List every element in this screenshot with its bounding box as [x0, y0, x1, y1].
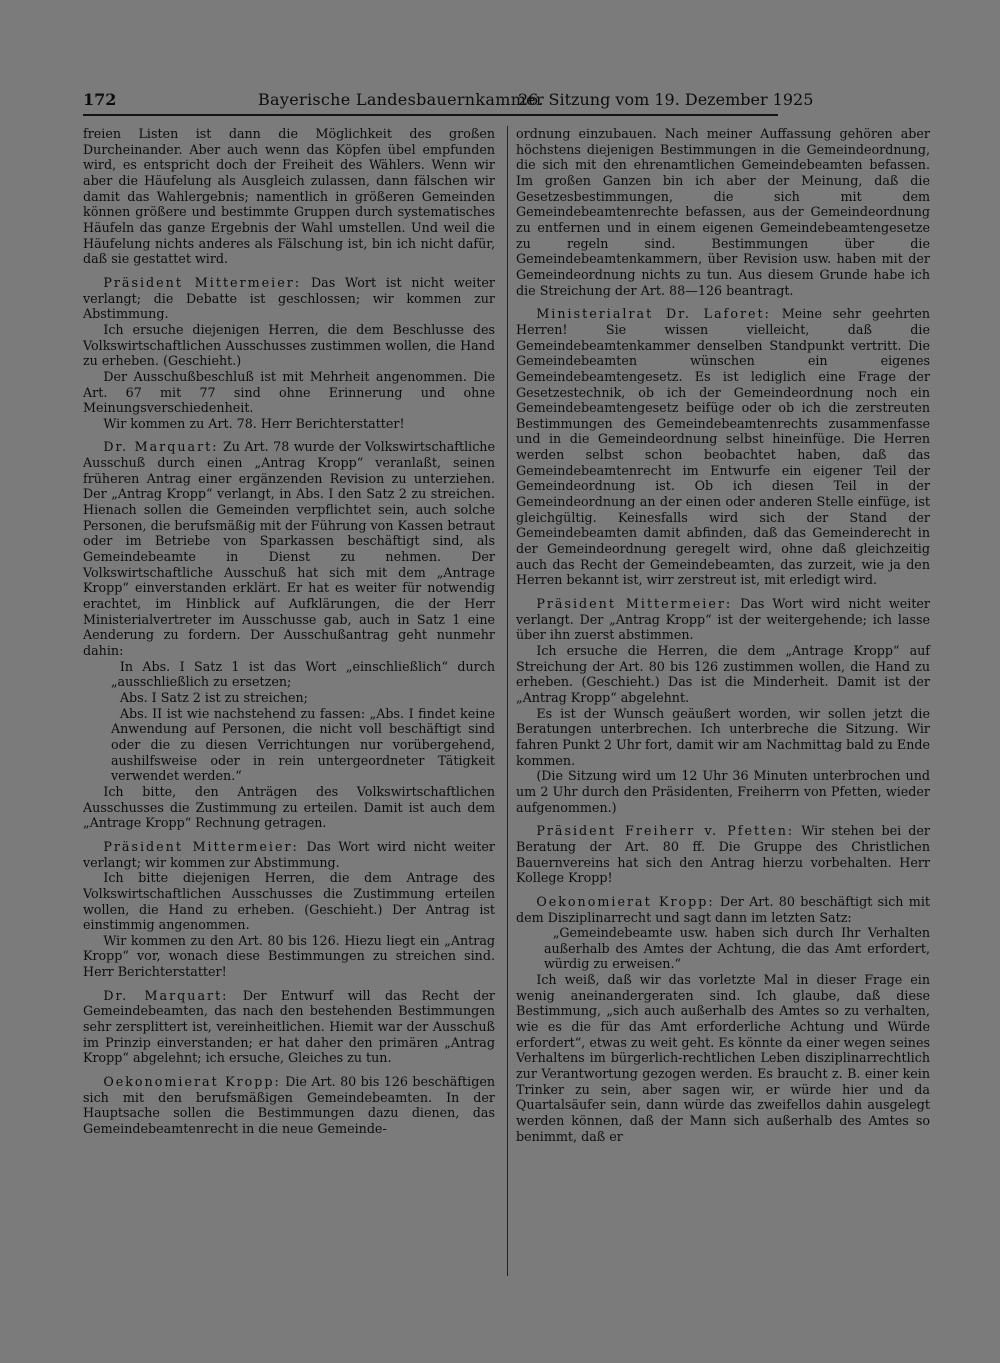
paragraph-text: Ich weiß, daß wir das vorletzte Mal in dieser Frage ein wenig aneinandergeraten sind. Ich glaube, daß diese Bestimmung, „sich auch außerhalb des Amtes so zu verhalten, wie es die für das Amt erforderliche Achtung und Würde erfordert“, etwas zu weit geht. Es könnte da einer wegen seines Verhaltens im bürgerlich-rechtlichen Leben disziplinarrechtlich zur Verantwortung gezogen werden. Es braucht z. B. einer kein Trinker zu sein, aber sagen wir, er würde hier und da Quartalsäufer sein, dann würde das zweifellos dahin ausgelegt werden können, daß der Mann sich außerhalb des Amtes so benimmt, daß er	[516, 972, 930, 1144]
session-date: 26. Sitzung vom 19. Dezember 1925	[518, 90, 814, 109]
paragraph	[83, 1074, 495, 1137]
paragraph-text: Meine sehr geehrten Herren! Sie wissen vielleicht, daß die Gemeindebeamtenkammer denselben Standpunkt vertritt. Die Gemeindebeamten wünschen ein eigenes Gemeindebeamtengesetz. Es ist lediglich eine Frage der Gesetzestechnik, ob ich der Gemeindeordnung noch ein Gemeindebeamtengesetz beifüge oder ob ich die zerstreuten Bestimmungen des Gemeindebeamtenrechts zusammenfasse und in die Gemeindeordnung selbst hineinfüge. Die Herren werden selbst schon beobachtet haben, daß das Gemeindebeamtenrecht im Entwurfe ein eigener Teil der Gemeindeordnung ist. Ob ich diesen Teil in der Gemeindeordnung an der einen oder anderen Stelle einfüge, ist gleichgültig. Keinesfalls wird sich der Stand der Gemeindebeamten damit abfinden, daß das Gemeinderecht in der Gemeindeordnung geregelt wird, ohne daß gleichzeitig auch das Recht der Gemeindebeamten, das zurzeit, wie ja den Herren bekannt ist, wirr zerstreut ist, mit erledigt wird.	[516, 306, 930, 588]
column-divider	[507, 126, 508, 1276]
paragraph	[516, 306, 930, 588]
paragraph	[516, 768, 930, 815]
paragraph	[83, 690, 495, 706]
paragraph	[83, 870, 495, 933]
paragraph	[516, 596, 930, 643]
speaker-name: Dr. Marquart:	[103, 987, 229, 1003]
header-rule	[83, 114, 778, 116]
left-column	[83, 126, 495, 1137]
paragraph-text: Wir stehen bei der Beratung der Art. 80 ff. Die Gruppe des Christlichen Bauernvereins hat sich den Antrag hierzu vorbehalten. Herr Kollege Kropp!	[516, 823, 930, 886]
speaker-name: Präsident Mittermeier:	[103, 838, 299, 854]
paragraph	[83, 988, 495, 1066]
speaker-name: Präsident Freiherr v. Pfetten:	[536, 823, 795, 839]
paragraph-text: „Gemeindebeamte usw. haben sich durch Ihr Verhalten außerhalb des Amtes der Achtung, die das Amt erfordert, würdig zu erweisen.“	[543, 925, 930, 972]
paragraph-text: Ich ersuche diejenigen Herren, die dem Beschlusse des Volkswirtschaftlichen Ausschusses zustimmen wollen, die Hand zu erheben. (Geschieht.)	[83, 321, 495, 369]
speaker-name: Ministerialrat Dr. Laforet:	[536, 306, 771, 322]
speaker-name: Präsident Mittermeier:	[536, 596, 733, 612]
paragraph-text: Das Wort wird nicht weiter verlangt; wir kommen zur Abstimmung.	[83, 838, 495, 870]
paragraph	[83, 839, 495, 870]
paragraph	[83, 659, 495, 690]
paragraph-text: Abs. I Satz 2 ist zu streichen;	[119, 689, 308, 705]
paragraph-text: Der Ausschußbeschluß ist mit Mehrheit angenommen. Die Art. 67 mit 77 sind ohne Erinnerung und ohne Meinungsverschiedenheit.	[83, 368, 495, 416]
paragraph-text: freien Listen ist dann die Möglichkeit des großen Durcheinander. Aber auch wenn das Köpfen übel empfunden wird, es entspricht doch der Freiheit des Wählers. Wenn wir aber die Häufelung als Ausgleich zulassen, dann fälschen wir damit das Wahlergebnis; namentlich in größeren Gemeinden können größere und bestimmte Gruppen durch systematisches Häufeln das ganze Ergebnis der Wahl umstellen. Und weil die Häufelung nichts anderes als Fälschung ist, bin ich nicht dafür, daß sie gestattet wird.	[83, 126, 495, 267]
right-column	[516, 126, 930, 1144]
paragraph	[83, 416, 495, 432]
paragraph	[516, 643, 930, 706]
paragraph-text: Der Art. 80 beschäftigt sich mit dem Disziplinarrecht und sagt dann im letzten Satz:	[516, 893, 930, 925]
paragraph	[83, 933, 495, 980]
page-header	[83, 88, 814, 112]
speaker-name: Oekonomierat Kropp:	[536, 893, 715, 909]
paragraph	[83, 322, 495, 369]
paragraph-text: Ich ersuche die Herren, die dem „Antrage Kropp“ auf Streichung der Art. 80 bis 126 zustimmen wollen, die Hand zu erheben. (Geschieht.) Das ist die Minderheit. Damit ist der „Antrag Kropp“ abgelehnt.	[516, 643, 930, 705]
paragraph	[83, 126, 495, 267]
speaker-name: Präsident Mittermeier:	[103, 274, 302, 290]
paragraph-text: Es ist der Wunsch geäußert worden, wir sollen jetzt die Beratungen unterbrechen. Ich unterbreche die Sitzung. Wir fahren Punkt 2 Uhr fort, damit wir am Nachmittag bald zu Ende kommen.	[516, 705, 930, 768]
paragraph-text: Das Wort wird nicht weiter verlangt. Der „Antrag Kropp“ ist der weitergehende; ich lasse über ihn zuerst abstimmen.	[516, 596, 930, 643]
paragraph	[516, 823, 930, 886]
speaker-name: Dr. Marquart:	[103, 439, 219, 455]
paragraph-text: Ich bitte, den Anträgen des Volkswirtschaftlichen Ausschusses die Zustimmung zu erteilen. Damit ist auch dem „Antrage Kropp“ Rechnung getragen.	[83, 783, 495, 831]
page-number: 172	[83, 90, 117, 109]
paragraph-text: Wir kommen zu den Art. 80 bis 126. Hiezu liegt ein „Antrag Kropp“ vor, wonach diese Bestimmungen zu streichen sind. Herr Berichterstatter!	[83, 932, 495, 980]
paragraph-text: Die Art. 80 bis 126 beschäftigen sich mit den berufsmäßigen Gemeindebeamten. In der Hauptsache sollen die Bestimmungen dazu dienen, das Gemeindebeamtenrecht in die neue Gemeinde-	[83, 1074, 495, 1137]
paragraph	[83, 439, 495, 658]
paragraph	[83, 369, 495, 416]
paragraph	[83, 706, 495, 784]
paragraph-text: Der Entwurf will das Recht der Gemeindebeamten, das nach den bestehenden Bestimmungen sehr zersplittert ist, vereinheitlichen. Hiemit war der Ausschuß im Prinzip einverstanden; er hat daher den primären „Antrag Kropp“ abgelehnt; ich ersuche, Gleiches zu tun.	[83, 987, 495, 1066]
paragraph-text: ordnung einzubauen. Nach meiner Auffassung gehören aber höchstens diejenigen Bestimmungen in die Gemeindeordnung, die sich mit den ehrenamtlichen Gemeindebeamten befassen. Im großen Ganzen bin ich aber der Meinung, daß die Gesetzesbestimmungen, die sich mit dem Gemeindebeamtenrechte befassen, aus der Gemeindeordnung zu entfernen und in einem eigenen Gemeindebeamtengesetze zu regeln sind. Bestimmungen über die Gemeindebeamtenkammern, über Revision usw. haben mit der Gemeindeordnung nichts zu tun. Aus diesem Grunde habe ich die Streichung der Art. 88—126 beantragt.	[516, 126, 930, 298]
paragraph-text: Zu Art. 78 wurde der Volkswirtschaftliche Ausschuß durch einen „Antrag Kropp“ veranlaßt, seinen früheren Antrag einer ergänzenden Revision zu unterziehen. Der „Antrag Kropp“ verlangt, in Abs. I den Satz 2 zu streichen. Hienach sollen die Gemeinden verpflichtet sein, auch solche Personen, die berufsmäßig mit der Führung von Kassen betraut oder im Betriebe von Sparkassen beschäftigt sind, als Gemeindebeamte in Dienst zu nehmen. Der Volkswirtschaftliche Ausschuß hat sich mit dem „Antrage Kropp“ einverstanden erklärt. Er hat es weiter für notwendig erachtet, im Hinblick auf Aufklärungen, die der Herr Ministerialvertreter im Ausschusse gab, auch in Satz 1 eine Aenderung zu fordern. Der Ausschußantrag geht nunmehr dahin:	[83, 439, 495, 658]
paragraph	[516, 126, 930, 298]
paragraph	[516, 894, 930, 925]
speaker-name: Oekonomierat Kropp:	[103, 1074, 281, 1090]
paragraph	[83, 275, 495, 322]
paragraph	[83, 784, 495, 831]
paragraph-text: In Abs. I Satz 1 ist das Wort „einschließlich“ durch „ausschließlich zu ersetzen;	[110, 658, 495, 690]
paragraph	[516, 972, 930, 1144]
paragraph-text: Abs. II ist wie nachstehend zu fassen: „Abs. I findet keine Anwendung auf Personen, die nicht voll beschäftigt sind oder die zu diesen Verrichtungen nur vorübergehend, aushilfsweise oder in rein untergeordneter Tätigkeit verwendet werden.“	[110, 705, 495, 784]
paragraph-text: Wir kommen zu Art. 78. Herr Berichterstatter!	[103, 415, 405, 431]
paragraph-text: (Die Sitzung wird um 12 Uhr 36 Minuten unterbrochen und um 2 Uhr durch den Präsidenten, Freiherrn von Pfetten, wieder aufgenommen.)	[516, 768, 930, 815]
paragraph	[516, 925, 930, 972]
running-title: Bayerische Landesbauernkammer	[258, 90, 544, 109]
paragraph	[516, 706, 930, 769]
paragraph-text: Das Wort ist nicht weiter verlangt; die Debatte ist geschlossen; wir kommen zur Abstimmung.	[83, 274, 495, 322]
paragraph-text: Ich bitte diejenigen Herren, die dem Antrage des Volkswirtschaftlichen Ausschusses die Zustimmung erteilen wollen, die Hand zu erheben. (Geschieht.) Der Antrag ist einstimmig angenommen.	[83, 870, 495, 933]
